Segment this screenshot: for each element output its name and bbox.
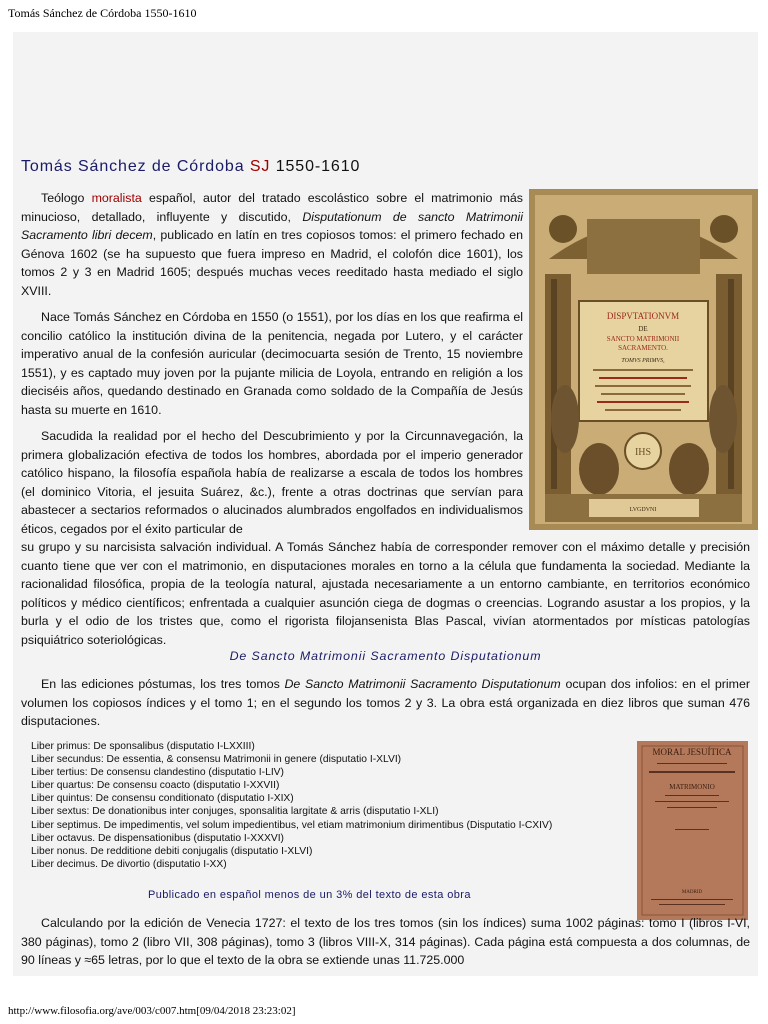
cover-subtitle: MATRIMONIO <box>669 783 715 791</box>
paragraph-context-continued: su grupo y su narcisista salvación individual. A Tomás Sánchez había de corresponder remover con el máximo detalle y precisión cuanto tiene que ver con el matrimonio, en disputaciones morales en torno a la célula que fundamenta la sociedad. Mediante la racionalidad filosófica, propia de la teología natural, ajustada necesariamente a un entorno cambiante, en territorios económico políticos y médico científicos; enfrentada a cualquier asunción ciega de dogmas o creencias. Logrando asustar a los propios, y la burla y el odio de los tristes que, como el rigorista filojansenista Blas Pascal, vivían atormentados por místicas patologías psiquiátrico soteriológicas. <box>21 540 750 647</box>
list-item: Liber septimus. De impedimentis, vel solum impedientibus, vel etiam matrimonium dirimentibus (Disputatio I-CXIV) <box>31 819 553 831</box>
book-title-line: SANCTO MATRIMONII <box>606 335 680 343</box>
list-item: Liber nonus. De redditione debiti conjugalis (disputatio I-XLVI) <box>31 845 313 857</box>
paragraph-intro: Teólogo moralista español, autor del tratado escolástico sobre el matrimonio más minucioso, detallado, influyente y discutido, Disputationum de sancto Matrimonii Sacramento libri decem, publicado en latín en tres copiosos tomos: el primero fechado en Génova 1602 (se ha supuesto que fuera impreso en Madrid, el colofón dice 1601), los tomos 2 y 3 en Madrid 1605; después muchas veces reeditado hasta mediado el siglo XVIII. <box>21 191 523 298</box>
paragraph-calculation: Calculando por la edición de Venecia 1727: el texto de los tres tomos (sin los índices) suma 1002 páginas: tomo I (libros I-VI, 380 páginas), tomo 2 (libro VII, 308 páginas), tomo 3 (libros VIII-X, 314 páginas). Cada página está compuesta a dos columnas, de 90 líneas y ≈65 letras, por lo que el texto de la obra se extiende unas 11.725.000 <box>21 916 750 967</box>
book-title-line: SACRAMENTO. <box>618 344 668 352</box>
book-tomus: TOMVS PRIMVS, <box>621 358 665 364</box>
list-item: Liber quartus: De consensu coacto (disputatio I-XXVII) <box>31 780 280 792</box>
moralista-link[interactable]: moralista <box>91 191 142 205</box>
author-name: Tomás Sánchez de Córdoba <box>21 158 245 175</box>
list-item: Liber octavus. De dispensationibus (disputatio I-XXXVI) <box>31 832 284 844</box>
cover-city: MADRID <box>681 890 703 895</box>
book-cover-image <box>529 189 758 530</box>
paragraph-editions: En las ediciones póstumas, los tres tomos De Sancto Matrimonii Sacramento Disputationum ocupan dos infolios: en el primer volumen los copiosos índices y el tomo 1; en el segundo los tomos 2 y 3. La obra está organizada en diez libros que suman 476 disputaciones. <box>21 677 750 728</box>
list-item: Liber sextus: De donationibus inter conjuges, sponsalitia largitate & arris (disputatio I-XLI) <box>31 806 439 818</box>
translation-note-link[interactable]: Publicado en español menos de un 3% del texto de esta obra <box>148 889 471 901</box>
author-years: 1550-1610 <box>275 158 361 175</box>
book-title-line: DISPVTATIONVM <box>606 311 680 321</box>
paragraph-context: Sacudida la realidad por el hecho del Descubrimiento y por la Circunnavegación, la primera globalización efectiva de todos los hombres, abordada por el imperio generador católico hispano, la filosofía española había de realizarse a escala de todos los hombres (el dominico Vitoria, el jesuita Suárez, &c.), frente a otras doctrinas que servían para abastecer a sectarios reformados o alucinados alumbrados engolfados en individualismos éticos, cegados por el éxito particular de <box>21 429 523 536</box>
list-item: Liber primus: De sponsalibus (disputatio I-LXXIII) <box>31 741 255 752</box>
book-city: LVGDVNI <box>629 507 657 513</box>
work-title-2: De Sancto Matrimonii Sacramento Disputationum <box>284 677 561 691</box>
list-item: Liber quintus: De consensu conditionato (disputatio I-XIX) <box>31 793 294 805</box>
moral-jesuitica-cover-image <box>637 741 748 920</box>
books-list <box>31 740 552 871</box>
print-header: Tomás Sánchez de Córdoba 1550-1610 <box>8 6 197 20</box>
list-item: Liber tertius: De consensu clandestino (disputatio I-LIV) <box>31 767 284 779</box>
work-title: Disputationum de sancto Matrimonii Sacramento libri decem <box>21 209 523 242</box>
page-content <box>13 32 758 976</box>
section-subheading: De Sancto Matrimonii Sacramento Disputationum <box>229 649 542 663</box>
page-title <box>21 158 360 176</box>
print-footer-url: http://www.filosofia.org/ave/003/c007.htm[09/04/2018 23:23:02] <box>8 1005 296 1017</box>
list-item: Liber secundus: De essentia, & consensu Matrimonii in genere (disputatio I-XLVI) <box>31 754 402 766</box>
paragraph-biography: Nace Tomás Sánchez en Córdoba en 1550 (o 1551), por los días en los que reafirma el concilio católico la institución divina de la penitencia, negada por Lutero, y el carácter imperativo anual de la confesión auricular (decimocuarta sesión de Trento, 15 noviembre 1551), y es captado muy joven por la pujante milicia de Loyola, entrando en religión a los dieciséis años, quedando destinado en Granada como soldado de la Compañía de Jesús hasta su muerte en 1610. <box>21 310 523 417</box>
list-item: Liber decimus. De divortio (disputatio I-XX) <box>31 858 227 870</box>
cover-title: MORAL JESUÍTICA <box>652 747 732 757</box>
book-monogram: IHS <box>634 447 652 458</box>
order-link[interactable]: SJ <box>249 158 271 175</box>
book-title-line: DE <box>638 325 648 333</box>
